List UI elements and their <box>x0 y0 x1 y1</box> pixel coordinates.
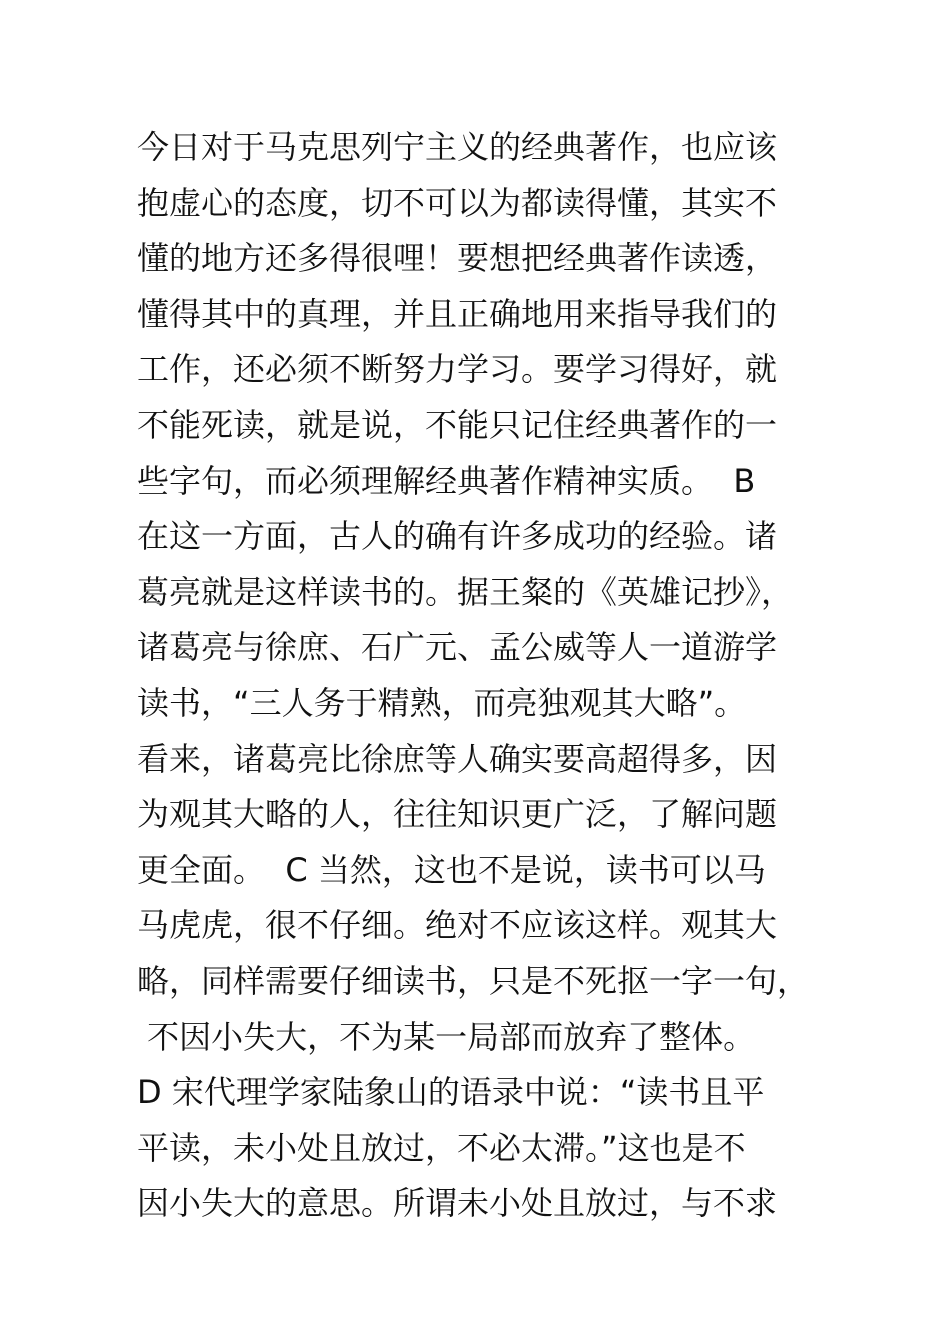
text-line: 因小失大的意思。所谓未小处且放过，与不求 <box>137 1184 778 1223</box>
text-line: 不能死读，就是说，不能只记住经典著作的一 <box>137 405 778 444</box>
text-line: 葛亮就是这样读书的。据王粲的《英雄记抄》， <box>137 572 794 611</box>
text-line: 看来，诸葛亮比徐庶等人确实要高超得多，因 <box>137 739 778 778</box>
text-line: 懂的地方还多得很哩！要想把经典著作读透， <box>137 239 778 278</box>
text-line: 今日对于马克思列宁主义的经典著作，也应该 <box>137 128 778 166</box>
text-line: 诸葛亮与徐庶、石广元、孟公威等人一道游学 <box>137 628 778 667</box>
text-line: 略，同样需要仔细读书，只是不死抠一字一句， <box>137 961 810 1000</box>
text-line: 为观其大略的人，往往知识更广泛，了解问题 <box>137 795 778 834</box>
text-line: 马虎虎，很不仔细。绝对不应该这样。观其大 <box>137 906 778 945</box>
text-line: 不因小失大，不为某一局部而放弃了整体。 <box>137 1017 756 1056</box>
text-line: 平读，未小处且放过，不必太滞。”这也是不 <box>137 1128 746 1167</box>
body-text <box>137 120 837 1232</box>
text-line: 懂得其中的真理，并且正确地用来指导我们的 <box>137 294 778 333</box>
text-line: 些字句，而必须理解经典著作精神实质。 B <box>137 461 756 500</box>
text-line: 在这一方面，古人的确有许多成功的经验。诸 <box>137 517 778 556</box>
text-line: D 宋代理学家陆象山的语录中说：“读书且平 <box>137 1073 765 1112</box>
text-line: 更全面。 C 当然，这也不是说，读书可以马 <box>137 850 766 889</box>
text-line: 读书，“三人务于精熟，而亮独观其大略”。 <box>137 683 747 722</box>
text-line: 抱虚心的态度，切不可以为都读得懂，其实不 <box>137 183 778 222</box>
text-line: 工作，还必须不断努力学习。要学习得好，就 <box>137 350 778 389</box>
